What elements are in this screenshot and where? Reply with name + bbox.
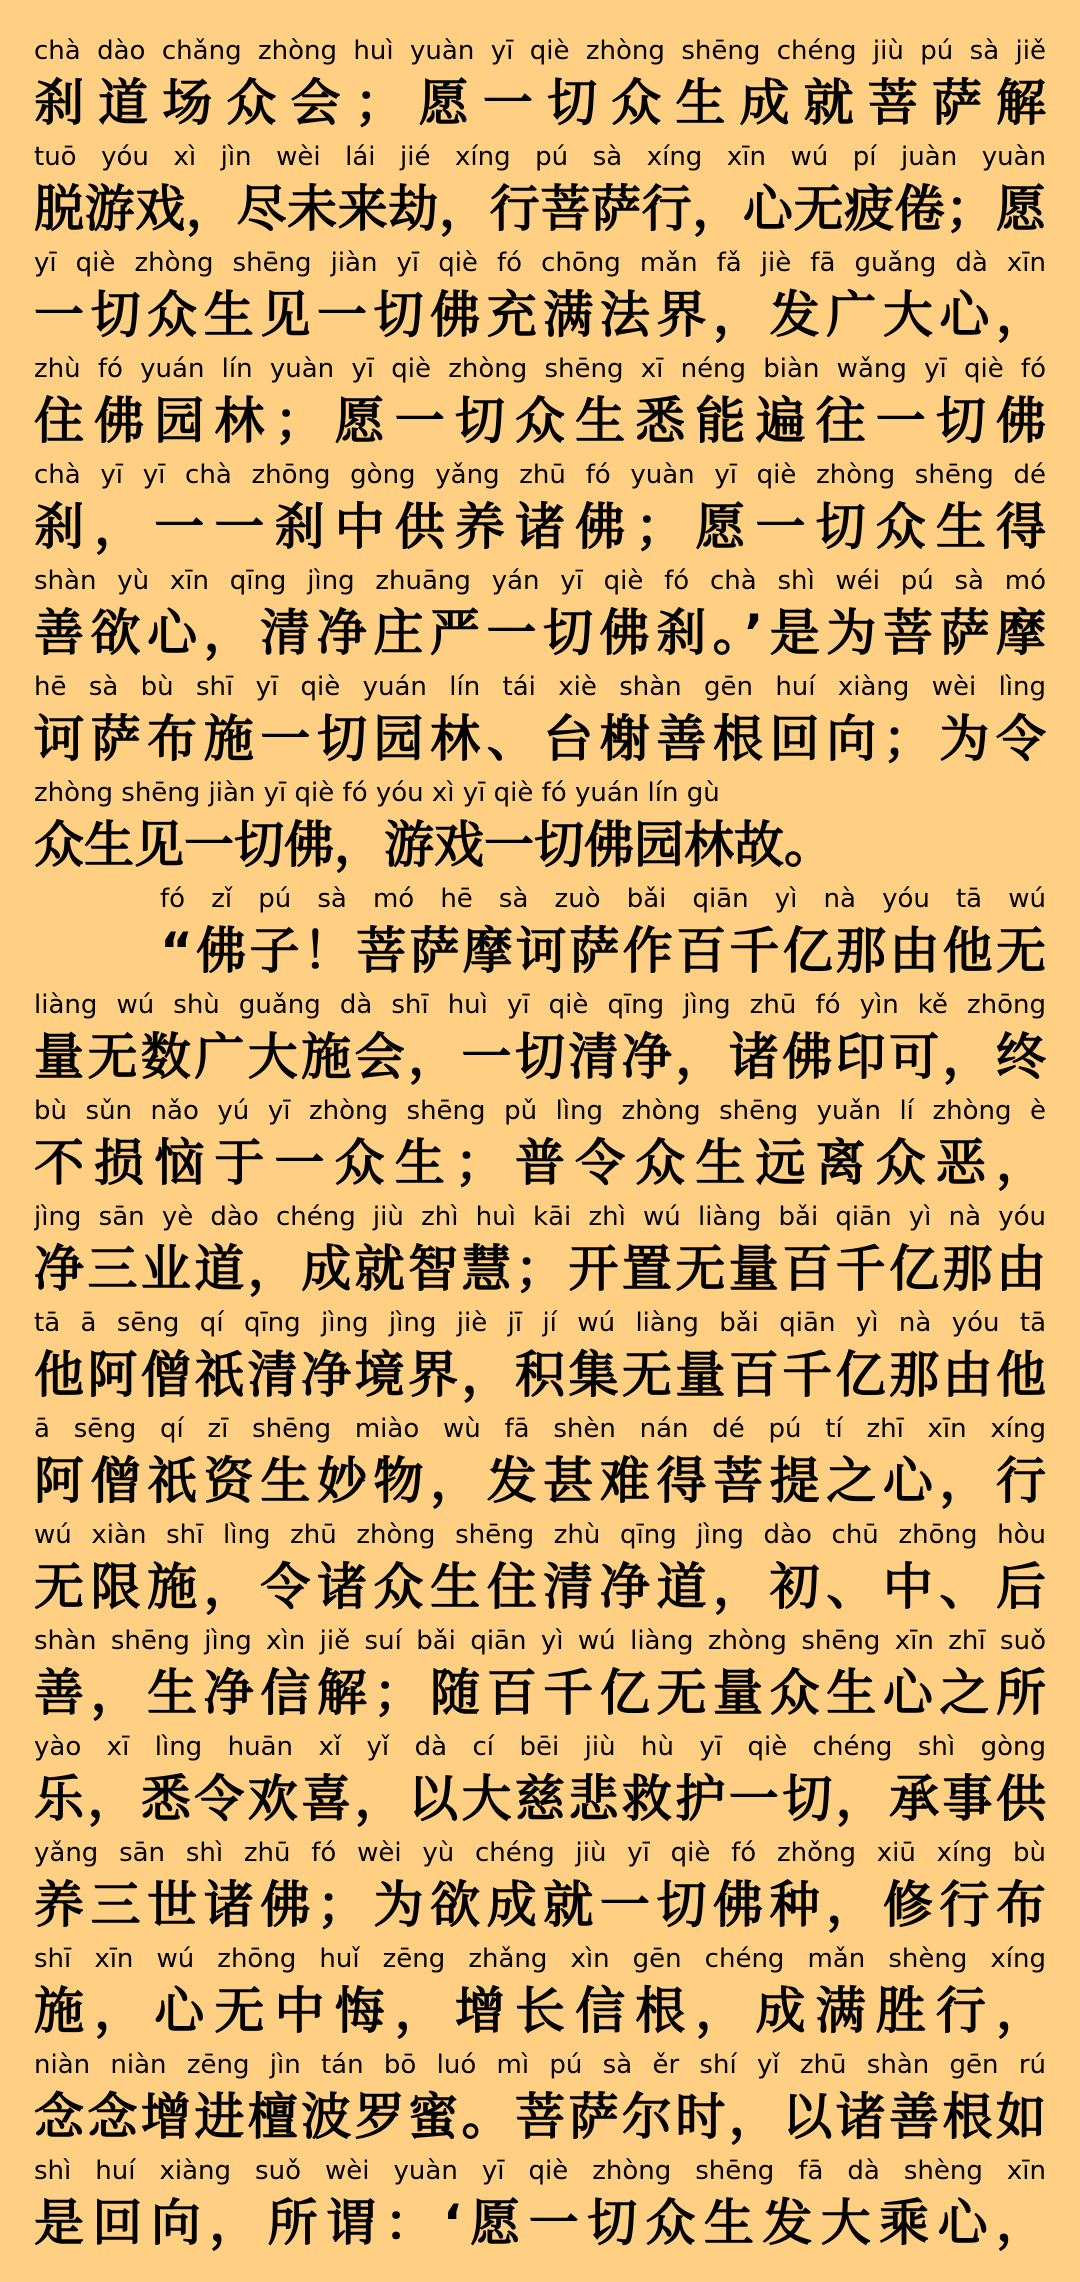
text-line bbox=[34, 458, 1046, 562]
pinyin-line: tuō yóu xì jìn wèi lái jié xíng pú sà xíng xīn wú pí juàn yuàn bbox=[34, 142, 1046, 172]
pinyin-line: jìng sān yè dào chéng jiù zhì huì kāi zhì wú liàng bǎi qiān yì nà yóu bbox=[34, 1202, 1046, 1232]
hanzi-line: 乐，悉令欢喜，以大慈悲救护一切，承事供 bbox=[34, 1770, 1046, 1828]
text-line bbox=[34, 564, 1046, 668]
hanzi-line: 善欲心，清净庄严一切佛刹。’是为菩萨摩 bbox=[34, 604, 1046, 662]
hanzi-line: 诃萨布施一切园林、台榭善根回向；为令 bbox=[34, 710, 1046, 768]
pinyin-line: fó zǐ pú sà mó hē sà zuò bǎi qiān yì nà yóu tā wú bbox=[160, 884, 1046, 914]
hanzi-line: 住佛园林；愿一切众生悉能遍往一切佛 bbox=[34, 392, 1046, 450]
text-line bbox=[34, 1730, 1046, 1834]
text-line bbox=[34, 352, 1046, 456]
hanzi-line: 脱游戏，尽未来劫，行菩萨行，心无疲倦；愿 bbox=[34, 180, 1046, 238]
pinyin-line: shì huí xiàng suǒ wèi yuàn yī qiè zhòng shēng fā dà shèng xīn bbox=[34, 2156, 1046, 2186]
hanzi-line: 念念增进檀波罗蜜。菩萨尔时，以诸善根如 bbox=[34, 2088, 1046, 2146]
pinyin-line: shī xīn wú zhōng huǐ zēng zhǎng xìn gēn chéng mǎn shèng xíng bbox=[34, 1944, 1046, 1974]
hanzi-line: 无限施，令诸众生住清净道，初、中、后 bbox=[34, 1558, 1046, 1616]
pinyin-line: yǎng sān shì zhū fó wèi yù chéng jiù yī qiè fó zhǒng xiū xíng bù bbox=[34, 1838, 1046, 1868]
text-line bbox=[34, 988, 1046, 1092]
text-line bbox=[34, 246, 1046, 350]
text-line bbox=[34, 2154, 1046, 2258]
pinyin-line: wú xiàn shī lìng zhū zhòng shēng zhù qīng jìng dào chū zhōng hòu bbox=[34, 1520, 1046, 1550]
pinyin-line: chà dào chǎng zhòng huì yuàn yī qiè zhòng shēng chéng jiù pú sà jiě bbox=[34, 36, 1046, 66]
hanzi-line: 净三业道，成就智慧；开置无量百千亿那由 bbox=[34, 1240, 1046, 1298]
hanzi-line: 众生见一切佛，游戏一切佛园林故。 bbox=[34, 816, 834, 874]
text-line-indented bbox=[160, 882, 1046, 986]
hanzi-line: 刹道场众会；愿一切众生成就菩萨解 bbox=[34, 74, 1046, 132]
hanzi-line: 施，心无中悔，增长信根，成满胜行， bbox=[34, 1982, 1046, 2040]
hanzi-line: 量无数广大施会，一切清净，诸佛印可，终 bbox=[34, 1028, 1046, 1086]
text-line bbox=[34, 1836, 1046, 1940]
text-line bbox=[34, 1412, 1046, 1516]
pinyin-line: niàn niàn zēng jìn tán bō luó mì pú sà ěr shí yǐ zhū shàn gēn rú bbox=[34, 2050, 1046, 2080]
hanzi-line: 善，生净信解；随百千亿无量众生心之所 bbox=[34, 1664, 1046, 1722]
hanzi-line: 养三世诸佛；为欲成就一切佛种，修行布 bbox=[34, 1876, 1046, 1934]
pinyin-line: yī qiè zhòng shēng jiàn yī qiè fó chōng mǎn fǎ jiè fā guǎng dà xīn bbox=[34, 248, 1046, 278]
pinyin-line: yào xī lìng huān xǐ yǐ dà cí bēi jiù hù yī qiè chéng shì gòng bbox=[34, 1732, 1046, 1762]
pinyin-line: zhòng shēng jiàn yī qiè fó yóu xì yī qiè fó yuán lín gù bbox=[34, 778, 720, 808]
pinyin-line: bù sǔn nǎo yú yī zhòng shēng pǔ lìng zhòng shēng yuǎn lí zhòng è bbox=[34, 1096, 1046, 1126]
text-line bbox=[34, 1200, 1046, 1304]
hanzi-line: “佛子！菩萨摩诃萨作百千亿那由他无 bbox=[160, 922, 1046, 980]
pinyin-line: chà yī yī chà zhōng gòng yǎng zhū fó yuàn yī qiè zhòng shēng dé bbox=[34, 460, 1046, 490]
hanzi-line: 不损恼于一众生；普令众生远离众恶， bbox=[34, 1134, 1046, 1192]
hanzi-line: 他阿僧祇清净境界，积集无量百千亿那由他 bbox=[34, 1346, 1046, 1404]
pinyin-line: liàng wú shù guǎng dà shī huì yī qiè qīng jìng zhū fó yìn kě zhōng bbox=[34, 990, 1046, 1020]
hanzi-line: 阿僧祇资生妙物，发甚难得菩提之心，行 bbox=[34, 1452, 1046, 1510]
pinyin-line: tā ā sēng qí qīng jìng jìng jiè jī jí wú liàng bǎi qiān yì nà yóu tā bbox=[34, 1308, 1046, 1338]
text-line bbox=[34, 1624, 1046, 1728]
pinyin-line: zhù fó yuán lín yuàn yī qiè zhòng shēng xī néng biàn wǎng yī qiè fó bbox=[34, 354, 1046, 384]
text-line bbox=[34, 140, 1046, 244]
text-line bbox=[34, 670, 1046, 774]
hanzi-line: 刹，一一刹中供养诸佛；愿一切众生得 bbox=[34, 498, 1046, 556]
pinyin-line: shàn yù xīn qīng jìng zhuāng yán yī qiè fó chà shì wéi pú sà mó bbox=[34, 566, 1046, 596]
text-line bbox=[34, 1094, 1046, 1198]
text-line bbox=[34, 34, 1046, 138]
pinyin-line: hē sà bù shī yī qiè yuán lín tái xiè shàn gēn huí xiàng wèi lìng bbox=[34, 672, 1046, 702]
text-line bbox=[34, 2048, 1046, 2152]
text-line bbox=[34, 1518, 1046, 1622]
text-line bbox=[34, 1306, 1046, 1410]
hanzi-line: 一切众生见一切佛充满法界，发广大心， bbox=[34, 286, 1046, 344]
pinyin-line: ā sēng qí zī shēng miào wù fā shèn nán dé pú tí zhī xīn xíng bbox=[34, 1414, 1046, 1444]
pinyin-line: shàn shēng jìng xìn jiě suí bǎi qiān yì wú liàng zhòng shēng xīn zhī suǒ bbox=[34, 1626, 1046, 1656]
text-line bbox=[34, 1942, 1046, 2046]
hanzi-line: 是回向，所谓：‘愿一切众生发大乘心， bbox=[34, 2194, 1046, 2252]
text-line bbox=[34, 776, 1046, 880]
